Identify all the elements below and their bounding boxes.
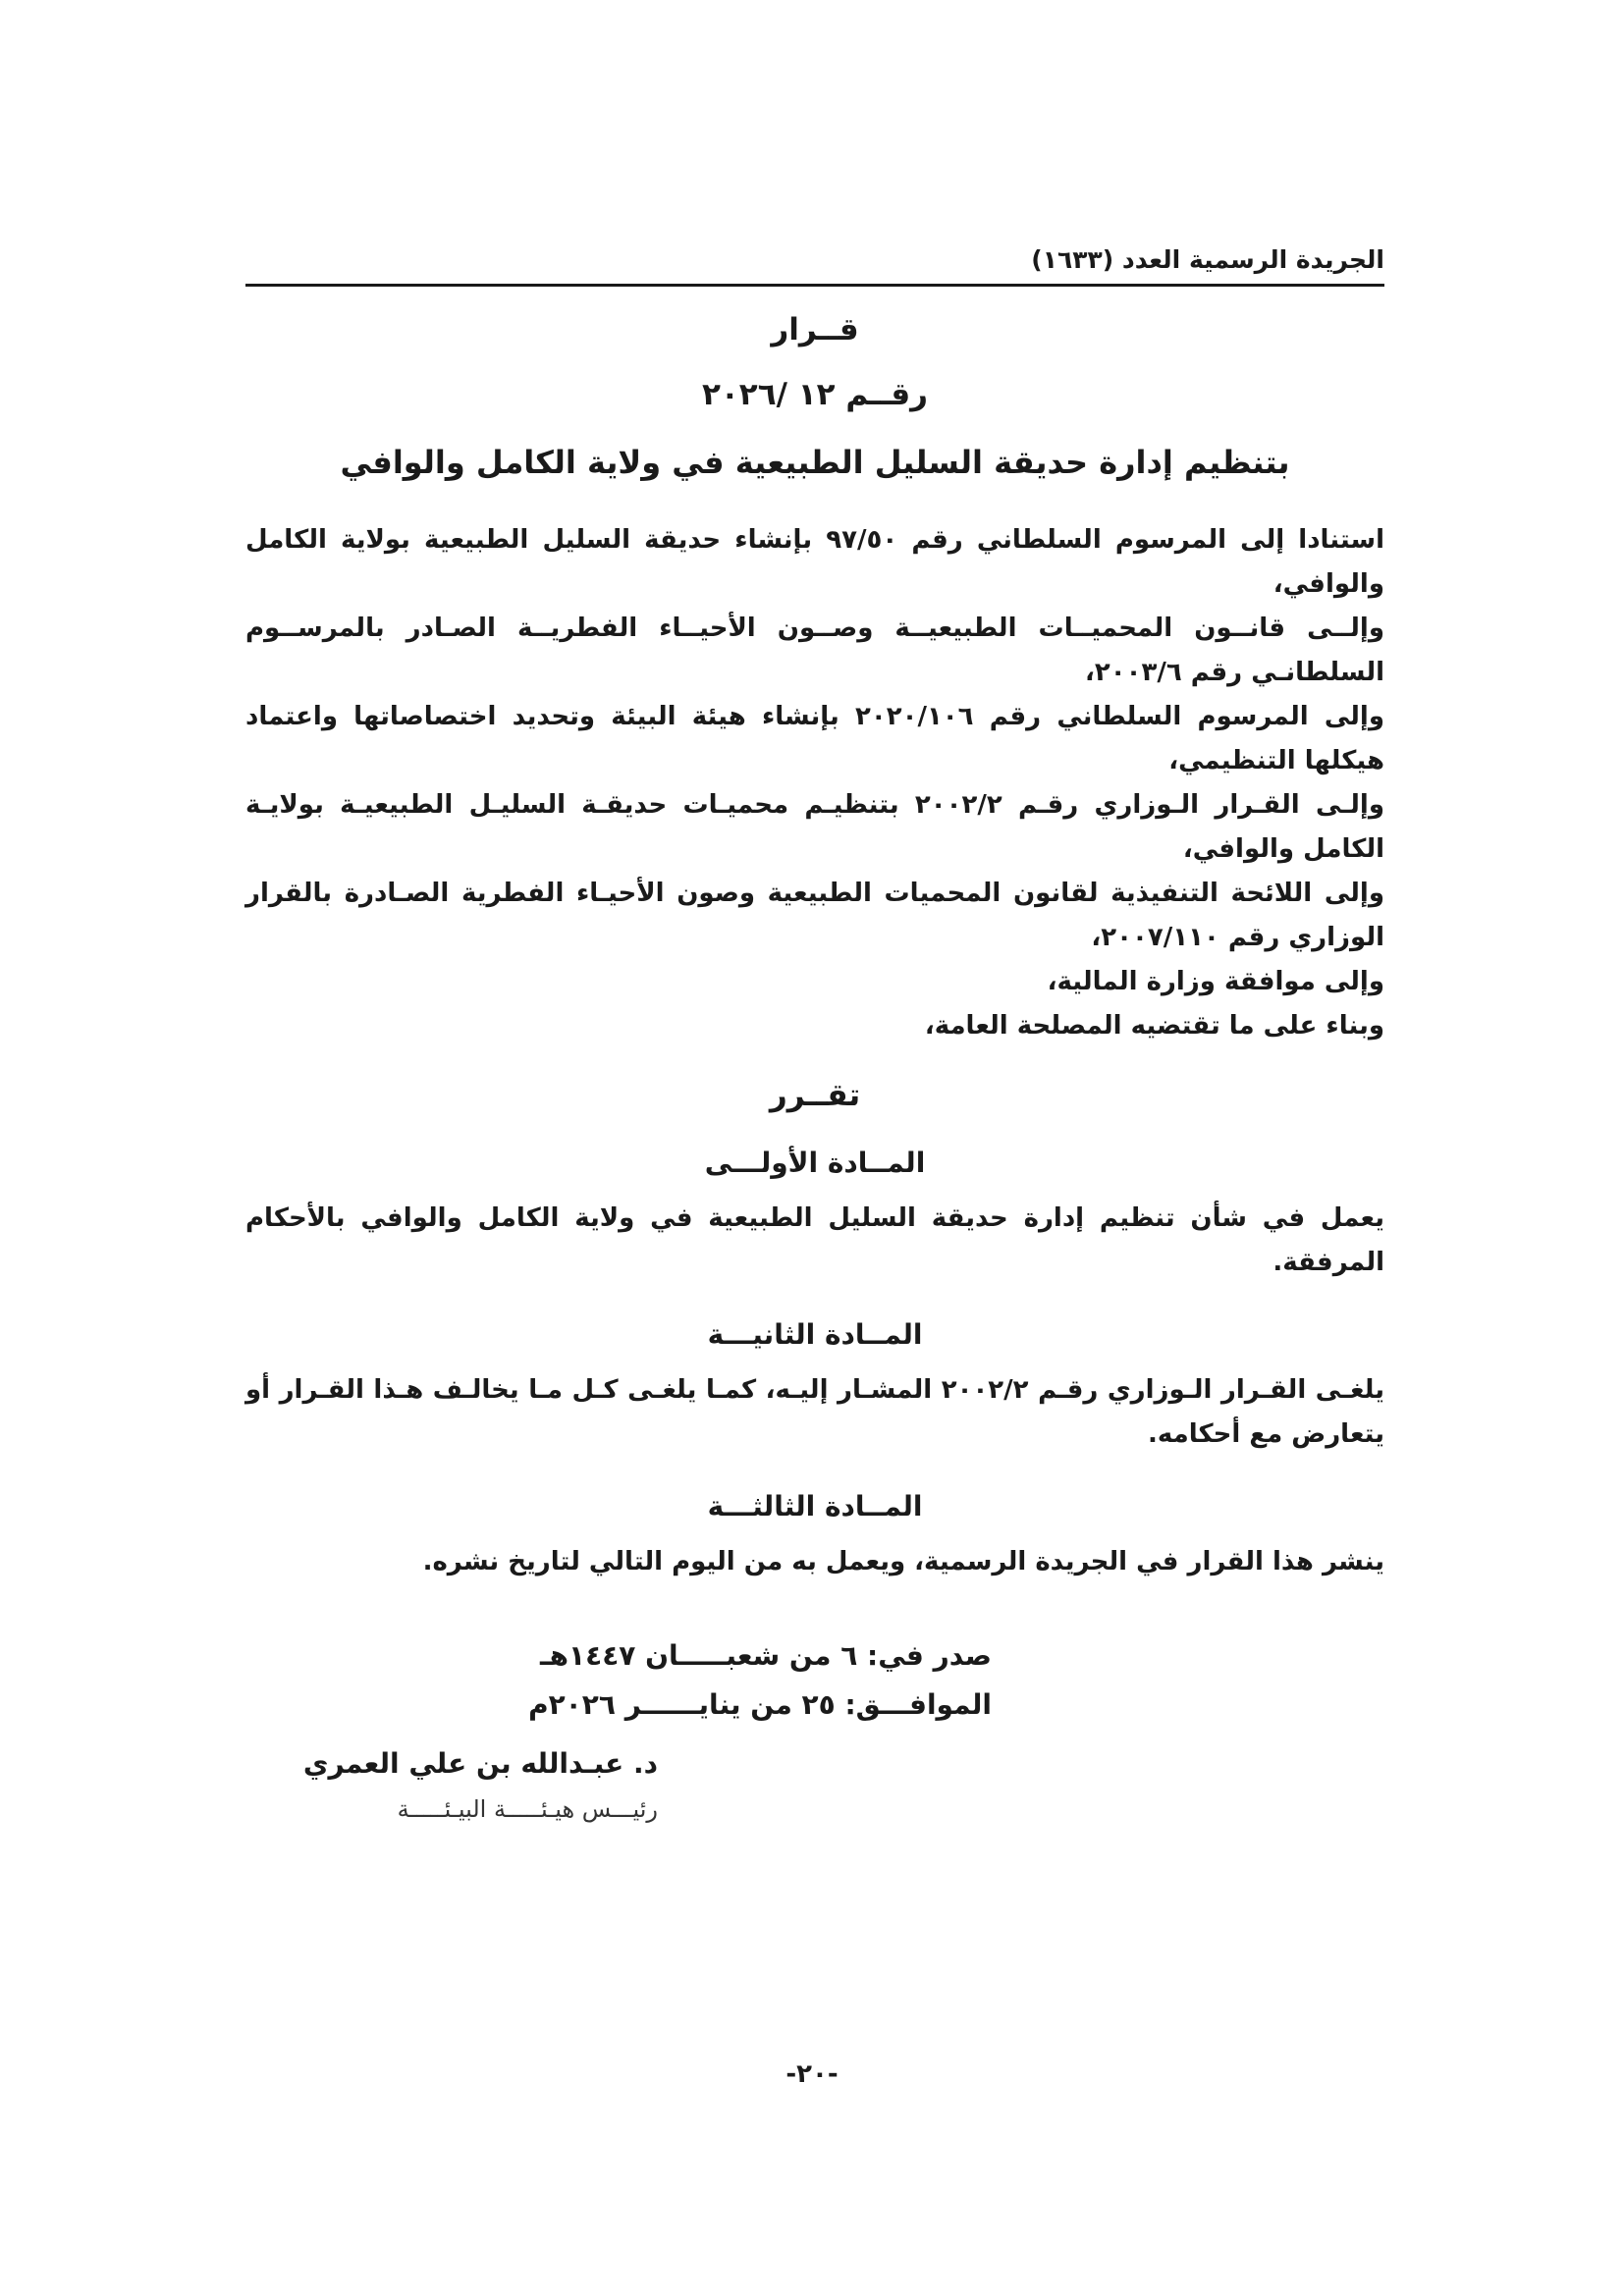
preamble-paragraph: وإلى المرسوم السلطاني رقم ٢٠٢٠/١٠٦ بإنشاء هيئة البيئة وتحديد اختصاصاتها واعتماد هيكلها التنظيمي، bbox=[245, 702, 1384, 775]
gazette-header: الجريدة الرسمية العدد (١٦٣٣) bbox=[245, 245, 1384, 287]
article-2 bbox=[245, 1318, 1384, 1457]
preamble-paragraph: استنادا إلى المرسوم السلطاني رقم ٩٧/٥٠ بإنشاء حديقة السليل الطبيعية بولاية الكامل والوافي، bbox=[245, 525, 1385, 599]
article-title: المــادة الثالثـــة bbox=[707, 1490, 923, 1522]
decides-heading: تقــرر bbox=[769, 1078, 861, 1113]
issue-date-gregorian: الموافـــق: ٢٥ من ينايــــــر ٢٠٢٦م bbox=[528, 1688, 992, 1721]
article-title: المــادة الثانيـــة bbox=[707, 1318, 923, 1351]
signatory-title: رئيـــس هيـئـــــة البيـئـــــة bbox=[397, 1795, 658, 1823]
signature-block bbox=[245, 1747, 658, 1823]
article-3 bbox=[245, 1490, 1384, 1584]
article-text: ينشر هذا القرار في الجريدة الرسمية، ويعمل به من اليوم التالي لتاريخ نشره. bbox=[422, 1547, 1384, 1576]
preamble-paragraph: وإلى موافقة وزارة المالية، bbox=[1047, 967, 1384, 996]
preamble-paragraph: وبناء على ما تقتضيه المصلحة العامة، bbox=[924, 1011, 1384, 1041]
article-text: يلغـى القـرار الـوزاري رقـم ٢٠٠٢/٢ المشـار إليـه، كمـا يلغـى كـل مـا يخالـف هـذا القـرار أو يتعارض مع أحكامه. bbox=[245, 1375, 1384, 1449]
preamble bbox=[245, 518, 1384, 1048]
page-number: -٢٠- bbox=[785, 2059, 839, 2089]
decision-number: رقــم ١٢ /٢٠٢٦ bbox=[701, 377, 929, 412]
document-page bbox=[245, 245, 1384, 1823]
article-1 bbox=[245, 1147, 1384, 1285]
signatory-name: د. عبـدالله بن علي العمري bbox=[302, 1747, 658, 1780]
preamble-paragraph: وإلى اللائحة التنفيذية لقانون المحميات الطبيعية وصون الأحيـاء الفطرية الصـادرة بالقرار الوزاري رقم ٢٠٠٧/١١٠، bbox=[245, 879, 1384, 952]
preamble-paragraph: وإلــى قانــون المحميــات الطبيعيــة وصــون الأحيــاء الفطريــة الصـادر بالمرســوم السلطانـي رقم ٢٠٠٣/٦، bbox=[245, 614, 1384, 687]
issue-date-block bbox=[245, 1631, 992, 1730]
preamble-paragraph: وإلـى القـرار الـوزاري رقـم ٢٠٠٢/٢ بتنظيـم محميـات حديقـة السليـل الطبيعيـة بولايـة الكامل والوافي، bbox=[245, 790, 1384, 864]
article-title: المــادة الأولـــى bbox=[704, 1147, 926, 1179]
decision-label: قــرار bbox=[771, 312, 859, 347]
article-text: يعمل في شأن تنظيم إدارة حديقة السليل الطبيعية في ولاية الكامل والوافي بالأحكام المرفقة. bbox=[245, 1203, 1384, 1277]
decision-subject: بتنظيم إدارة حديقة السليل الطبيعية في ولاية الكامل والوافي bbox=[340, 444, 1290, 481]
issue-date-hijri: صدر في: ٦ من شعبـــــان ١٤٤٧هـ bbox=[540, 1639, 992, 1672]
